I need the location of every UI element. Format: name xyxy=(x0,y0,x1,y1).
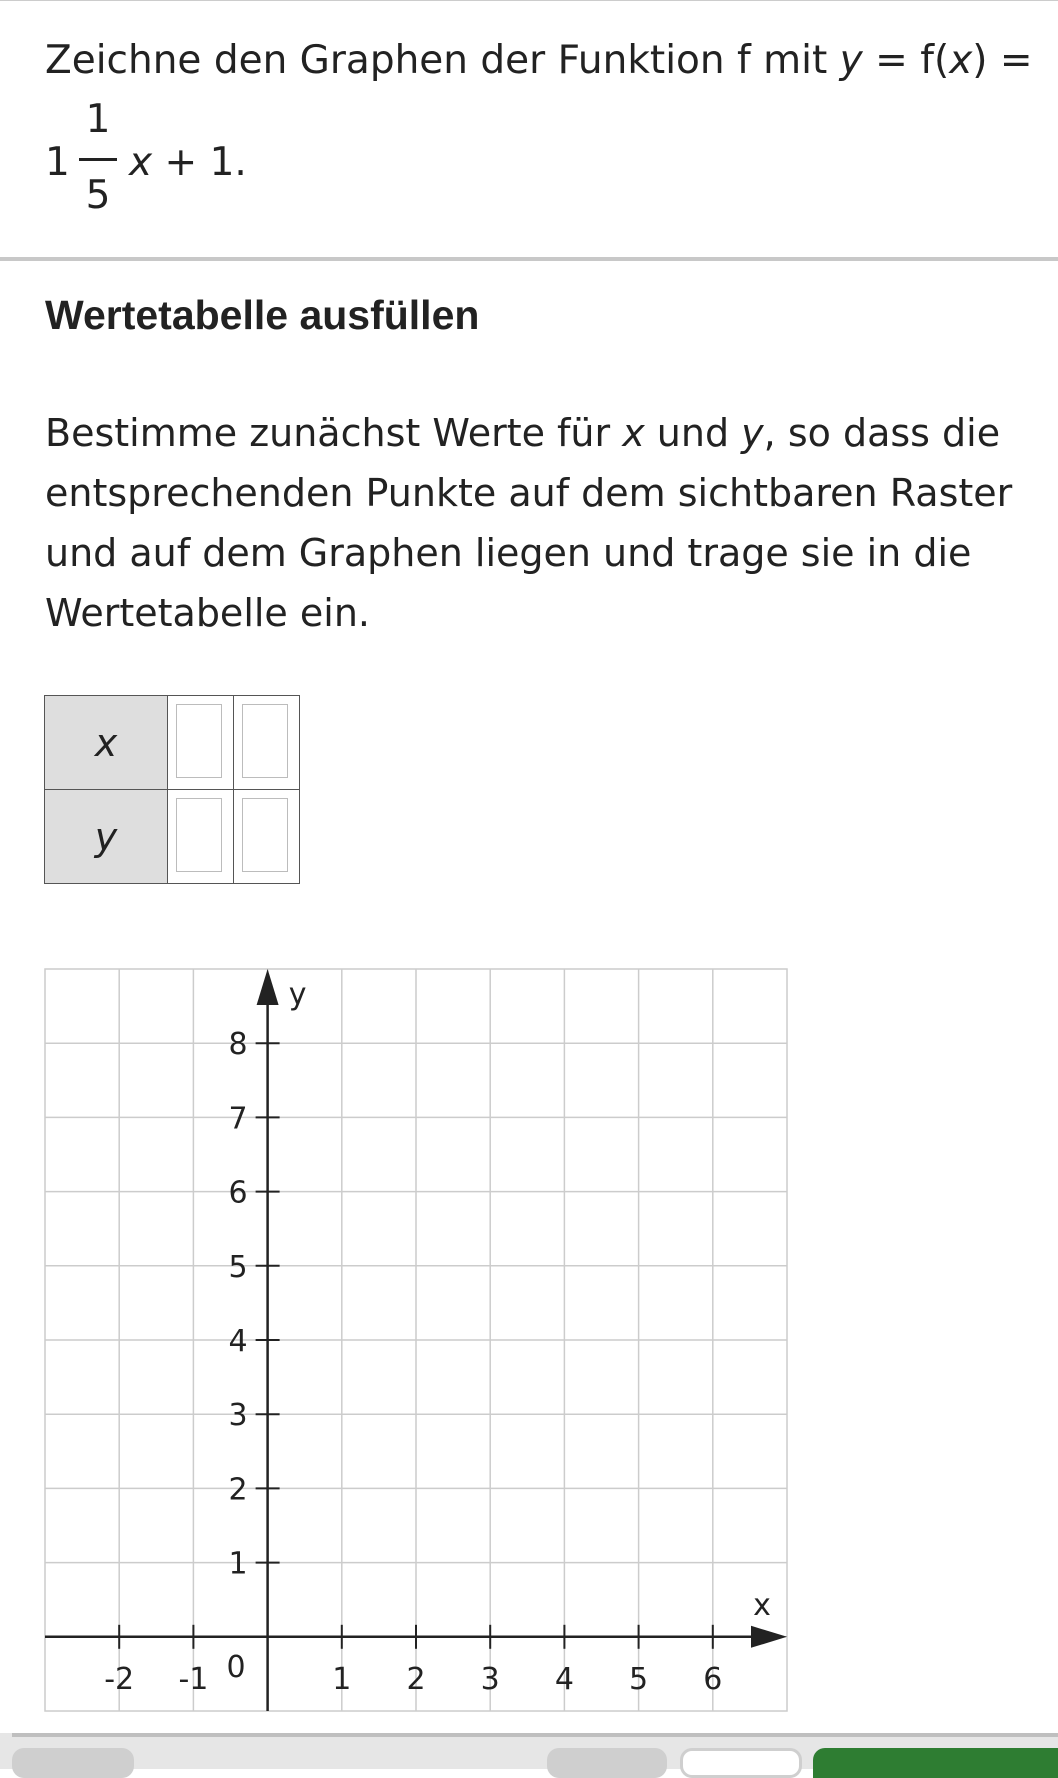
x-input-2[interactable] xyxy=(242,704,288,778)
x-tick-label: 6 xyxy=(703,1661,723,1697)
math-variable-y: y xyxy=(839,38,863,83)
y-tick-label: 2 xyxy=(228,1472,248,1508)
section-title: Wertetabelle ausfüllen xyxy=(45,292,480,338)
y-input-1[interactable] xyxy=(176,798,222,872)
y-tick-label: 7 xyxy=(228,1101,248,1137)
row-header-x: x xyxy=(45,696,168,790)
x-tick-label: -2 xyxy=(104,1661,135,1697)
x-tick-label: 4 xyxy=(554,1661,574,1697)
x-axis-label: x xyxy=(753,1587,771,1623)
fraction-numerator: 1 xyxy=(85,97,111,142)
task-statement xyxy=(45,30,1045,92)
row-header-y: y xyxy=(45,790,168,884)
formula-variable: x xyxy=(129,140,153,185)
formula-tail: + 1. xyxy=(152,140,247,185)
bottom-divider xyxy=(12,1733,1058,1737)
math-variable-x: x xyxy=(949,38,973,83)
hint-button[interactable] xyxy=(547,1748,667,1778)
x-tick-label: 2 xyxy=(406,1661,426,1697)
y-input-cell-1 xyxy=(168,790,234,884)
y-axis-label: y xyxy=(288,977,307,1012)
y-input-2[interactable] xyxy=(242,798,288,872)
instructions-var-y: y xyxy=(741,411,764,455)
x-tick-label: 1 xyxy=(332,1661,352,1697)
x-tick-label: 3 xyxy=(480,1661,500,1697)
origin-label: 0 xyxy=(226,1649,246,1685)
skip-button[interactable] xyxy=(680,1748,802,1778)
task-sentence xyxy=(45,30,1045,92)
x-input-cell-1 xyxy=(168,696,234,790)
check-button[interactable] xyxy=(813,1748,1058,1778)
instructions-part3: , so dass die entsprechenden Punkte auf dem sichtbaren Raster und auf dem Graphen liegen und trage sie in die Wertetabelle ein. xyxy=(45,411,1013,635)
x-input-cell-2 xyxy=(234,696,300,790)
formula-rest xyxy=(129,140,247,185)
y-tick-label: 8 xyxy=(228,1027,248,1063)
formula-whole-number: 1 xyxy=(45,140,70,185)
fraction-denominator: 5 xyxy=(85,173,111,218)
y-tick-label: 5 xyxy=(228,1249,248,1285)
back-button[interactable] xyxy=(12,1748,134,1778)
instructions-part2: und xyxy=(644,411,742,455)
math-equals-f: = f( xyxy=(862,38,950,83)
section-divider xyxy=(0,257,1058,261)
value-table-row-x xyxy=(45,696,300,790)
coordinate-grid[interactable] xyxy=(0,960,1058,1720)
x-tick-label: -1 xyxy=(178,1661,209,1697)
x-tick-label: 5 xyxy=(629,1661,649,1697)
y-tick-label: 4 xyxy=(228,1324,248,1359)
y-input-cell-2 xyxy=(234,790,300,884)
task-sentence-prefix: Zeichne den Graphen der Funktion f mit xyxy=(45,38,840,83)
y-tick-label: 3 xyxy=(228,1398,248,1434)
top-divider xyxy=(0,0,1058,1)
fraction-bar xyxy=(79,158,117,161)
instructions-part1: Bestimme zunächst Werte für xyxy=(45,411,623,455)
math-close: ) = xyxy=(972,38,1033,83)
value-table xyxy=(44,695,300,884)
instructions-text xyxy=(45,403,1045,643)
x-input-1[interactable] xyxy=(176,704,222,778)
value-table-row-y xyxy=(45,790,300,884)
y-tick-label: 1 xyxy=(228,1546,248,1582)
instructions-var-x: x xyxy=(622,411,645,455)
y-tick-label: 6 xyxy=(228,1175,248,1211)
